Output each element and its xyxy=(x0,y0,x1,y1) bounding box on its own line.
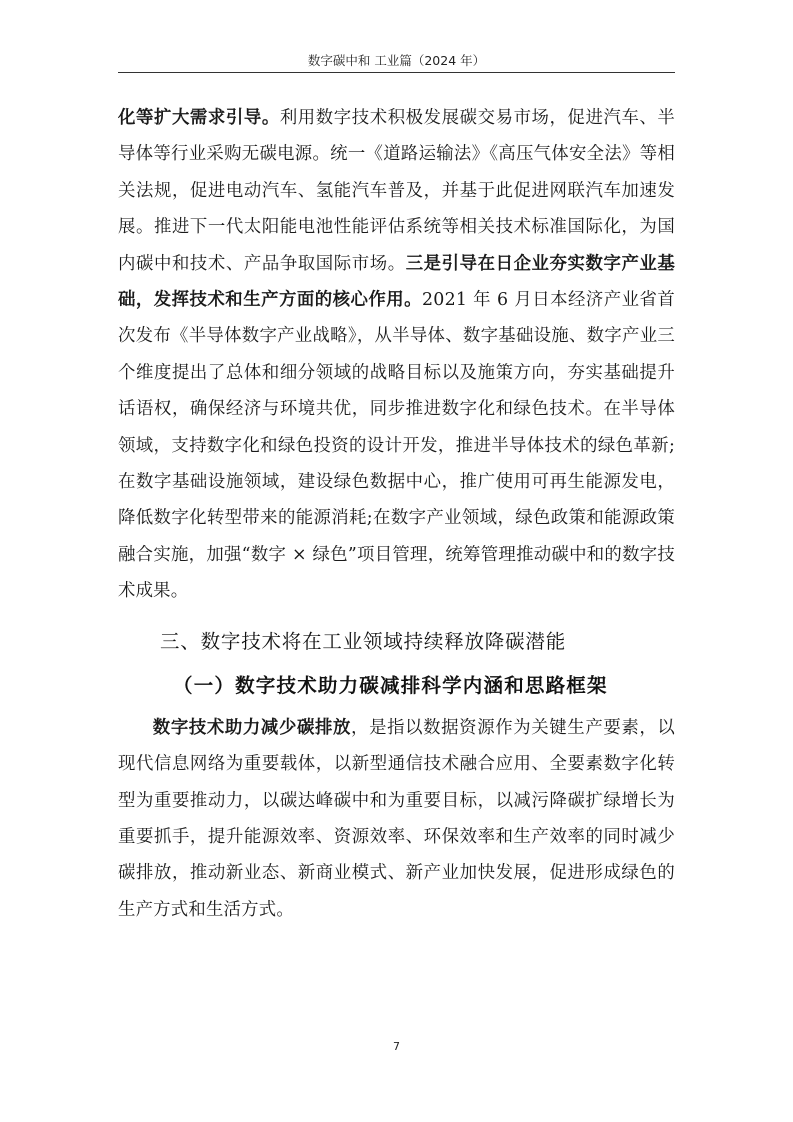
subsection-heading: （一）数字技术助力碳减排科学内涵和思路框架 xyxy=(173,673,608,697)
bold-phrase: 化等扩大需求引导。 xyxy=(118,108,280,128)
bold-phrase: 数字技术助力减少碳排放 xyxy=(152,717,352,738)
running-header: 数字碳中和 工业篇（2024 年） xyxy=(307,53,486,68)
bold-phrase: 三是引导在日企业夯实数字产业基础，发挥技术和生产方面的核心作用。 xyxy=(118,253,675,311)
page-number: 7 xyxy=(393,1040,400,1053)
paragraph-text: 利用数字技术积极发展碳交易市场，促进汽车、半导体等行业采购无碳电源。统一《道路运输法》《高压气体安全法》等相关法规，促进电动汽车、氢能汽车普及，并基于此促进网联汽车加速发展。推进下一代太阳能电池性能评估系统等相关技术标准国际化，为国内碳中和技术、产品争取国际市场。 xyxy=(118,108,675,274)
page-body xyxy=(118,100,675,928)
body-paragraph-2 xyxy=(118,710,675,928)
section-heading: 三、数字技术将在工业领域持续释放降碳潜能 xyxy=(160,629,567,653)
body-paragraph-1 xyxy=(118,100,675,610)
paragraph-text: 2021 年 6 月日本经济产业省首次发布《半导体数字产业战略》，从半导体、数字基础设施、数字产业三个维度提出了总体和细分领域的战略目标以及施策方向，夯实基础提升话语权，确保经济与环境共优，同步推进数字化和绿色技术。在半导体领域，支持数字化和绿色投资的设计开发，推进半导体技术的绿色革新;在数字基础设施领域，建设绿色数据中心，推广使用可再生能源发电，降低数字化转型带来的能源消耗;在数字产业领域，绿色政策和能源政策融合实施，加强“数字 × 绿色”项目管理，统筹管理推动碳中和的数字技术成果。 xyxy=(118,290,675,602)
paragraph-text: ，是指以数据资源作为关键生产要素，以现代信息网络为重要载体，以新型通信技术融合应用、全要素数字化转型为重要推动力，以碳达峰碳中和为重要目标，以减污降碳扩绿增长为重要抓手，提升能源效率、资源效率、环保效率和生产效率的同时减少碳排放，推动新业态、新商业模式、新产业加快发展，促进形成绿色的生产方式和生活方式。 xyxy=(118,717,676,920)
header-divider xyxy=(118,72,675,73)
